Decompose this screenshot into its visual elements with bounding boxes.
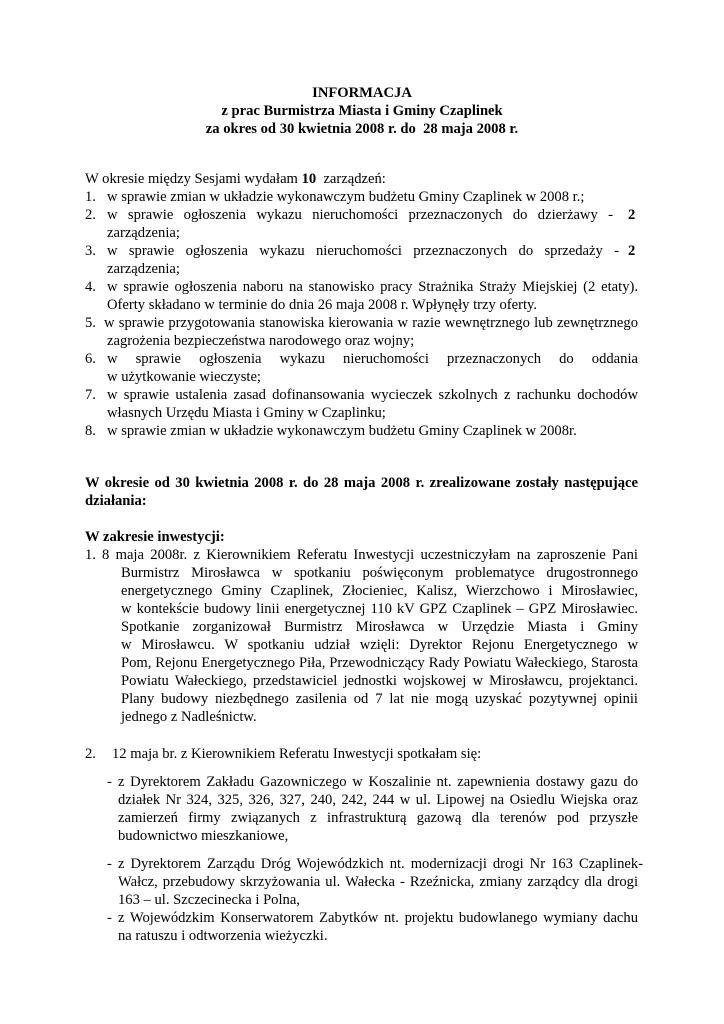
order-quantity: 2 — [628, 207, 636, 223]
order-text: w sprawie ogłoszenia wykazu nieruchomości przeznaczonych do dzierżawy - — [107, 207, 613, 223]
investment-text: w Mirosławcu. W spotkaniu udział wzięli: Dyrektor Rejonu Energetycznego w — [121, 637, 638, 653]
investment-text: energetycznego Gminy Czaplinek, Złocieniec, Kalisz, Wierzchowo i Mirosławiec, — [121, 583, 638, 599]
document-period: za okres od 30 kwietnia 2008 r. do 28 maja 2008 r. — [205, 121, 519, 137]
section-heading: W okresie od 30 kwietnia 2008 r. do 28 maja 2008 r. zrealizowane zostały następujące — [85, 475, 638, 491]
order-text: w użytkowanie wieczyste; — [107, 369, 261, 385]
investment-intro: 12 maja br. z Kierownikiem Referatu Inwestycji spotkałam się: — [112, 746, 482, 762]
bullet-dash: - — [107, 774, 112, 790]
investment-text: jednego z Nadleśnictw. — [121, 709, 257, 725]
document-title: INFORMACJA — [312, 85, 412, 101]
intro-text: W okresie między Sesjami wydałam — [85, 171, 302, 187]
order-number: 3. — [85, 243, 96, 259]
order-text: własnych Urzędu Miasta i Gminy w Czaplinku; — [107, 405, 386, 421]
bullet-text: z Dyrektorem Zakładu Gazowniczego w Koszalinie nt. zapewnienia dostawy gazu do — [118, 774, 638, 790]
order-number: 8. — [85, 423, 96, 439]
investment-text: w kontekście budowy linii energetycznej 110 kV GPZ Czaplinek – GPZ Mirosławiec. — [121, 601, 638, 617]
investment-text: Pom, Rejonu Energetycznego Piła, Przewodniczący Rady Powiatu Wałeckiego, Starosta — [121, 655, 638, 671]
order-text: w sprawie ogłoszenia naboru na stanowisko pracy Strażnika Straży Miejskiej (2 etaty). — [107, 279, 638, 295]
order-number: 6. — [85, 351, 96, 367]
order-text: w sprawie przygotowania stanowiska kierowania w razie wewnętrznego lub zewnętrznego — [104, 315, 638, 331]
document-subtitle: z prac Burmistrza Miasta i Gminy Czaplinek — [221, 103, 503, 119]
investment-text: Powiatu Wałeckiego, przedstawiciel jednostki wojskowej w Mirosławcu, projektanci. — [121, 673, 638, 689]
bullet-dash: - — [107, 856, 112, 872]
order-text: w sprawie ogłoszenia wykazu nieruchomości przeznaczonych do oddania — [107, 351, 638, 367]
bullet-text: z Dyrektorem Zarządu Dróg Wojewódzkich nt. modernizacji drogi Nr 163 Czaplinek- — [118, 856, 643, 872]
order-text: w sprawie ogłoszenia wykazu nieruchomości przeznaczonych do sprzedaży - — [107, 243, 619, 259]
order-number: 1. — [85, 189, 96, 205]
investment-text: Burmistrz Mirosławca w spotkaniu poświęconym problematyce drugostronnego — [121, 565, 638, 581]
order-text: zarządzenia; — [107, 225, 180, 241]
bullet-dash: - — [107, 910, 112, 926]
order-quantity: 2 — [628, 243, 636, 259]
investment-number: 2. — [85, 746, 96, 762]
bullet-text: Wałcz, przebudowy skrzyżowania ul. Wałecka - Rzeźnicka, zmiany zarządcy dla drogi — [118, 874, 638, 890]
bullet-text: działek Nr 324, 325, 326, 327, 240, 242, 244 w ul. Lipowej na Osiedlu Wiejska oraz — [118, 792, 638, 808]
bullet-text: 163 – ul. Szczecinecka i Polna, — [118, 892, 300, 908]
bullet-text: budownictwo mieszkaniowe, — [118, 828, 289, 844]
investment-text: 8 maja 2008r. z Kierownikiem Referatu Inwestycji uczestniczyłam na zaproszenie Pani — [102, 547, 638, 563]
investment-number: 1. — [85, 547, 96, 563]
investment-text: Plany budowy niezbędnego zasilenia od 7 lat nie mogą uzyskać pozytywnej opinii — [121, 691, 638, 707]
order-number: 5. — [85, 315, 96, 331]
investments-subheading: W zakresie inwestycji: — [85, 529, 225, 545]
order-text: w sprawie zmian w układzie wykonawczym budżetu Gminy Czaplinek w 2008r. — [107, 423, 577, 439]
bullet-text: na ratuszu i odtworzenia wieżyczki. — [118, 928, 328, 944]
order-number: 4. — [85, 279, 96, 295]
order-text: zagrożenia bezpieczeństwa narodowego oraz wojny; — [107, 333, 415, 349]
intro-count: 10 — [301, 171, 317, 187]
intro-suffix: zarządzeń: — [316, 171, 386, 187]
order-text: w sprawie ustalenia zasad dofinansowania wycieczek szkolnych z rachunku dochodów — [107, 387, 638, 403]
order-number: 2. — [85, 207, 96, 223]
investment-text: Spotkanie zorganizował Burmistrz Mirosławca w Urzędzie Miasta i Gminy — [121, 619, 638, 635]
order-number: 7. — [85, 387, 96, 403]
order-text: zarządzenia; — [107, 261, 180, 277]
section-heading-continued: działania: — [85, 493, 147, 509]
bullet-text: z Wojewódzkim Konserwatorem Zabytków nt. projektu budowlanego wymiany dachu — [118, 910, 638, 926]
bullet-text: zamierzeń firmy związanych z infrastrukturą gazową dla terenów pod przyszłe — [118, 810, 638, 826]
order-text: Oferty składano w terminie do dnia 26 maja 2008 r. Wpłynęły trzy oferty. — [107, 297, 537, 313]
order-text: w sprawie zmian w układzie wykonawczym budżetu Gminy Czaplinek w 2008 r.; — [107, 189, 585, 205]
intro-line — [85, 170, 386, 188]
